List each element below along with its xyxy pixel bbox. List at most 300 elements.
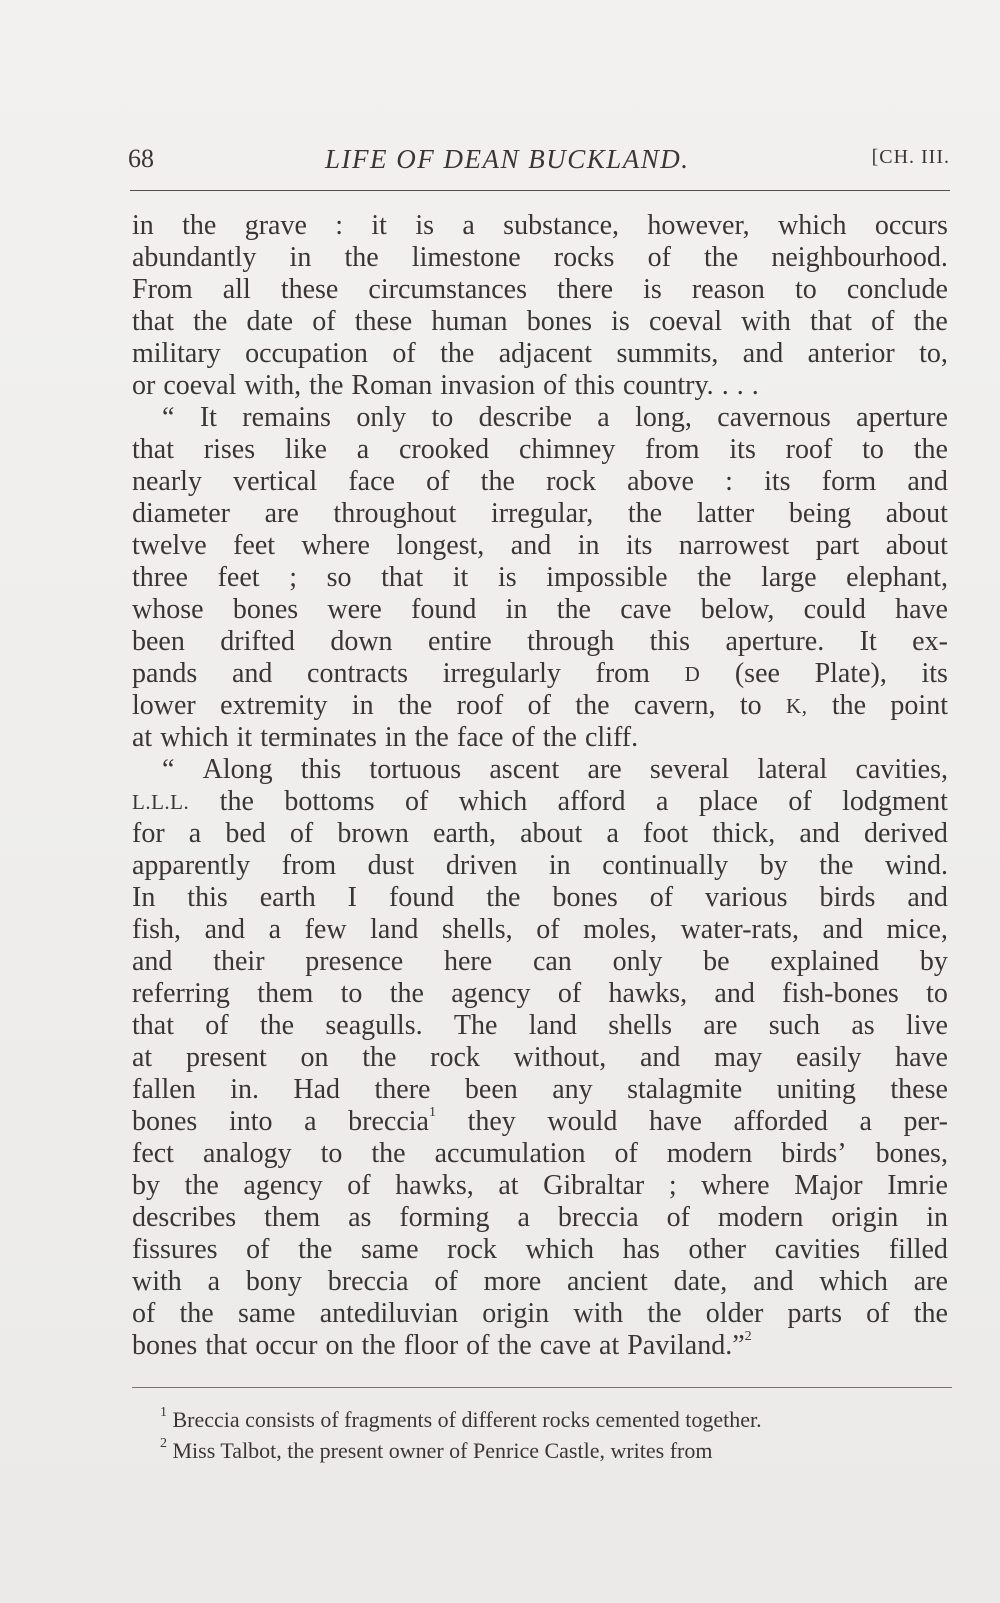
word: with xyxy=(573,1298,624,1329)
word: remains xyxy=(242,402,331,433)
word: easily xyxy=(796,1042,862,1073)
footnote xyxy=(160,1404,950,1435)
word: date, xyxy=(673,1266,728,1297)
word: that xyxy=(132,434,174,465)
body-text xyxy=(132,210,948,1362)
word: to xyxy=(739,690,762,721)
word: feet xyxy=(233,530,276,561)
word: occurs xyxy=(874,210,948,241)
word: military xyxy=(132,338,221,369)
word: tortuous xyxy=(369,754,462,785)
word: lower xyxy=(132,690,196,721)
word: a xyxy=(356,434,370,465)
word: aperture. xyxy=(725,626,825,657)
word: Plate), xyxy=(814,658,887,689)
word: cavernous xyxy=(717,402,831,433)
word: chimney xyxy=(518,434,616,465)
word: above xyxy=(627,466,694,497)
word: them xyxy=(257,978,314,1009)
word: land xyxy=(370,914,419,945)
word: and xyxy=(753,1266,794,1297)
word: limestone xyxy=(411,242,521,273)
word: . xyxy=(736,370,744,401)
word: foot xyxy=(643,818,689,849)
word: twelve xyxy=(132,530,207,561)
word: explained xyxy=(770,946,880,977)
text-line xyxy=(132,338,948,370)
word: a xyxy=(859,1106,872,1137)
word: of xyxy=(543,370,567,401)
word: rock xyxy=(447,1234,497,1265)
word: about xyxy=(885,530,948,561)
word: the xyxy=(575,690,610,721)
word: here xyxy=(443,946,493,977)
word: its xyxy=(764,466,791,497)
word: : xyxy=(725,466,733,497)
word: the xyxy=(697,562,732,593)
word: of xyxy=(557,978,582,1009)
word: analogy xyxy=(202,1138,292,1169)
word: in xyxy=(926,1202,948,1233)
word: stalagmite xyxy=(627,1074,743,1105)
footnotes xyxy=(160,1404,950,1466)
word: irregularly xyxy=(442,658,561,689)
word: of xyxy=(434,1266,458,1297)
word: on xyxy=(300,1042,329,1073)
word: the xyxy=(647,1298,682,1329)
word: thick, xyxy=(712,818,776,849)
footnote-body: Miss Talbot, the present owner of Penrice Castle, writes from xyxy=(172,1438,713,1463)
word: in xyxy=(548,850,571,881)
word: that xyxy=(205,1330,248,1361)
word: breccia xyxy=(557,1202,639,1233)
word: of xyxy=(647,242,671,273)
word: referring xyxy=(132,978,230,1009)
word: of xyxy=(788,786,812,817)
word: circumstances xyxy=(368,274,527,305)
word: throughout xyxy=(333,498,457,529)
word: of xyxy=(347,1170,371,1201)
word: country. xyxy=(622,370,714,401)
word: modern xyxy=(717,1202,804,1233)
word: “ xyxy=(162,402,175,433)
word: cave xyxy=(539,1330,592,1361)
text-line xyxy=(132,466,948,498)
word: coeval xyxy=(163,370,237,401)
word: these xyxy=(890,1074,948,1105)
word: of xyxy=(614,1138,638,1169)
word: into xyxy=(228,1106,273,1137)
text-line xyxy=(132,1106,948,1138)
word: to xyxy=(431,402,454,433)
word: extremity xyxy=(220,690,328,721)
word: the xyxy=(819,850,854,881)
word: has xyxy=(622,1234,660,1265)
word: fallen xyxy=(132,1074,196,1105)
word: have xyxy=(895,594,948,625)
word: or xyxy=(132,370,156,401)
word: three xyxy=(132,562,188,593)
word: a xyxy=(597,402,610,433)
text-line xyxy=(132,658,948,690)
word: about xyxy=(885,498,948,529)
word: seagulls. xyxy=(325,1010,423,1041)
word: birds xyxy=(819,882,876,913)
word: and xyxy=(822,914,863,945)
text-line xyxy=(132,402,948,434)
word: in xyxy=(505,594,528,625)
word: point xyxy=(890,690,948,721)
word: where xyxy=(301,530,370,561)
word: and xyxy=(907,882,948,913)
word: where xyxy=(701,1170,770,1201)
word: (see xyxy=(734,658,780,689)
word: of xyxy=(536,914,560,945)
word: forming xyxy=(399,1202,490,1233)
word: continually xyxy=(602,850,729,881)
word: with xyxy=(741,306,791,337)
word: any xyxy=(552,1074,593,1105)
word: to, xyxy=(919,338,948,369)
word: from xyxy=(281,850,337,881)
text-line xyxy=(132,786,948,818)
word: large xyxy=(761,562,817,593)
word: been xyxy=(464,1074,518,1105)
word: its xyxy=(729,434,756,465)
word: contracts xyxy=(307,658,409,689)
text-line xyxy=(132,850,948,882)
word: ex- xyxy=(912,626,948,657)
word: neighbourhood. xyxy=(771,242,948,273)
word: the xyxy=(497,1330,532,1361)
footnote-mark: 1 xyxy=(160,1405,167,1420)
word: a xyxy=(655,786,669,817)
word: breccia$^1$ xyxy=(348,1105,436,1137)
word: such xyxy=(768,1010,821,1041)
word: the xyxy=(831,690,867,721)
word: and xyxy=(714,978,755,1009)
text-line xyxy=(132,690,948,722)
word: impossible xyxy=(546,562,668,593)
word: they xyxy=(467,1106,516,1137)
word: same xyxy=(237,1298,296,1329)
word: of xyxy=(205,1010,229,1041)
word: and xyxy=(231,658,273,689)
text-line xyxy=(132,530,948,562)
word: it xyxy=(371,210,387,241)
word: breccia xyxy=(327,1266,409,1297)
word: few xyxy=(304,914,347,945)
word: agency xyxy=(451,978,531,1009)
word: dust xyxy=(367,850,415,881)
word: anterior xyxy=(807,338,895,369)
word: terminates xyxy=(260,722,377,753)
word: of xyxy=(649,882,674,913)
word: nearly xyxy=(132,466,202,497)
word: apparently xyxy=(132,850,251,881)
word: however, xyxy=(647,210,750,241)
word: place xyxy=(698,786,758,817)
word: at xyxy=(599,1330,620,1361)
word: of xyxy=(666,1202,690,1233)
word: Paviland.”$^2$ xyxy=(627,1329,752,1361)
word: can xyxy=(532,946,572,977)
word: with xyxy=(132,1266,182,1297)
word: is xyxy=(497,562,517,593)
word: roof xyxy=(785,434,833,465)
word: that xyxy=(132,1010,174,1041)
word: land xyxy=(528,1010,577,1041)
word: various xyxy=(705,882,788,913)
word: and xyxy=(132,946,173,977)
word: presence xyxy=(305,946,404,977)
word: it xyxy=(236,722,253,753)
word: down xyxy=(330,626,393,657)
word: is xyxy=(611,306,630,337)
word: these xyxy=(354,306,413,337)
word: mice, xyxy=(886,914,948,945)
text-line xyxy=(132,498,948,530)
word: coeval xyxy=(648,306,723,337)
word: origin xyxy=(482,1298,550,1329)
word: derived xyxy=(863,818,948,849)
text-line xyxy=(132,1042,948,1074)
word: be xyxy=(703,946,730,977)
word: there xyxy=(557,274,614,305)
footnote-reference: 2 xyxy=(744,1329,752,1344)
word: cave xyxy=(620,594,672,625)
word: From xyxy=(132,274,193,305)
word: them xyxy=(264,1202,321,1233)
word: this xyxy=(649,626,691,657)
word: the xyxy=(361,1330,396,1361)
footnote-reference: 1 xyxy=(428,1105,436,1120)
text-line xyxy=(132,818,948,850)
word: the xyxy=(414,722,449,753)
word: afford xyxy=(557,786,626,817)
word: is xyxy=(643,274,662,305)
word: fish, xyxy=(132,914,181,945)
word: long, xyxy=(635,402,692,433)
word: the xyxy=(371,1138,406,1169)
text-line xyxy=(132,1202,948,1234)
text-line xyxy=(132,306,948,338)
word: this xyxy=(187,882,228,913)
word: the xyxy=(182,210,217,241)
word: occur xyxy=(255,1330,318,1361)
word: grave xyxy=(244,210,307,241)
word: and xyxy=(510,530,552,561)
text-line xyxy=(132,562,948,594)
word: . xyxy=(751,370,759,401)
word: of xyxy=(246,1234,270,1265)
word: I xyxy=(347,882,357,913)
word: rocks xyxy=(553,242,615,273)
word: the xyxy=(309,370,344,401)
word: by xyxy=(759,850,788,881)
word: which xyxy=(778,210,847,241)
word: rock xyxy=(430,1042,480,1073)
word: been xyxy=(132,626,185,657)
word: and xyxy=(907,466,948,497)
footnote-text xyxy=(160,1435,713,1466)
word: the xyxy=(542,722,577,753)
word: describes xyxy=(132,1202,237,1233)
footnote-text xyxy=(160,1404,762,1435)
word: the xyxy=(219,786,254,817)
word: in xyxy=(577,530,600,561)
word: brown xyxy=(337,818,409,849)
word: The xyxy=(453,1010,498,1041)
word: in. xyxy=(230,1074,259,1105)
word: this xyxy=(574,370,615,401)
word: abundantly xyxy=(132,242,257,273)
word: were xyxy=(327,594,382,625)
word: by xyxy=(919,946,948,977)
word: irregular, xyxy=(490,498,594,529)
word: longest, xyxy=(396,530,485,561)
text-line xyxy=(132,1010,948,1042)
word: Roman xyxy=(351,370,433,401)
word: this xyxy=(300,754,342,785)
word: elephant, xyxy=(846,562,948,593)
word: and xyxy=(799,818,840,849)
word: crooked xyxy=(398,434,490,465)
text-line xyxy=(132,882,948,914)
text-line xyxy=(132,626,948,658)
word: more xyxy=(483,1266,542,1297)
word: Had xyxy=(293,1074,341,1105)
word: to xyxy=(320,1138,343,1169)
word: water-rats, xyxy=(680,914,799,945)
word: the xyxy=(440,338,475,369)
word: the xyxy=(362,1042,397,1073)
word: the xyxy=(913,1298,948,1329)
word: face xyxy=(348,466,395,497)
word: moles, xyxy=(583,914,658,945)
word: only xyxy=(612,946,663,977)
word: of xyxy=(527,690,551,721)
word: It xyxy=(859,626,877,657)
word: . xyxy=(721,370,729,401)
text-line xyxy=(132,1234,948,1266)
footnote-mark: 2 xyxy=(160,1436,167,1451)
word: these xyxy=(280,274,339,305)
chapter-reference: [CH. III. xyxy=(871,146,950,168)
text-line xyxy=(132,242,948,274)
word: bones xyxy=(132,1106,198,1137)
word: ascent xyxy=(489,754,560,785)
word: fissures xyxy=(132,1234,218,1265)
word: the xyxy=(259,1010,295,1041)
word: it xyxy=(452,562,469,593)
word: the xyxy=(704,242,739,273)
word: in xyxy=(289,242,312,273)
text-line xyxy=(132,1074,948,1106)
word: is xyxy=(415,210,435,241)
word: which xyxy=(160,722,229,753)
word: and xyxy=(742,338,784,369)
word: drifted xyxy=(220,626,295,657)
word: being xyxy=(788,498,852,529)
word: below, xyxy=(700,594,775,625)
word: shells xyxy=(608,1010,672,1041)
word: adjacent xyxy=(498,338,593,369)
word: a xyxy=(606,818,619,849)
word: the xyxy=(627,498,663,529)
word: feet xyxy=(217,562,260,593)
word: driven xyxy=(445,850,518,881)
word: wind. xyxy=(884,850,948,881)
word: a xyxy=(207,1266,221,1297)
word: which xyxy=(819,1266,888,1297)
word: the xyxy=(344,242,379,273)
word: a xyxy=(462,210,475,241)
word: same xyxy=(360,1234,419,1265)
word: of xyxy=(871,306,895,337)
word: from xyxy=(645,434,700,465)
word: present xyxy=(185,1042,267,1073)
word: as xyxy=(851,1010,875,1041)
word: found xyxy=(411,594,477,625)
word: have xyxy=(649,1106,702,1137)
text-line xyxy=(132,1138,948,1170)
word: ; xyxy=(289,562,297,593)
word: bony xyxy=(245,1266,302,1297)
word: invasion xyxy=(440,370,536,401)
word: describe xyxy=(478,402,572,433)
word: the xyxy=(298,1234,333,1265)
word: conclude xyxy=(846,274,948,305)
word: a xyxy=(268,914,281,945)
word: per- xyxy=(903,1106,948,1137)
word: In xyxy=(132,882,156,913)
word: narrowest xyxy=(678,530,790,561)
word: occupation xyxy=(245,338,368,369)
word: that xyxy=(132,306,174,337)
word: the xyxy=(486,882,521,913)
word: without, xyxy=(513,1042,607,1073)
word: It xyxy=(199,402,217,433)
text-line xyxy=(132,1266,948,1298)
word: other xyxy=(688,1234,747,1265)
word: pands xyxy=(132,658,198,689)
word: as xyxy=(348,1202,372,1233)
word: cavern, xyxy=(633,690,716,721)
word: fish-bones xyxy=(782,978,899,1009)
word: older xyxy=(705,1298,764,1329)
word: origin xyxy=(831,1202,899,1233)
word: cavities xyxy=(774,1234,861,1265)
text-line xyxy=(132,210,948,242)
text-line xyxy=(132,722,948,754)
word: to xyxy=(862,434,884,465)
word: Gibraltar xyxy=(543,1170,645,1201)
word: vertical xyxy=(233,466,318,497)
word: summits, xyxy=(616,338,719,369)
word: through xyxy=(527,626,615,657)
running-title: LIFE OF DEAN BUCKLAND. xyxy=(325,144,690,174)
word: hawks, xyxy=(395,1170,474,1201)
word: latter xyxy=(696,498,755,529)
word: human xyxy=(431,306,508,337)
word: form xyxy=(821,466,877,497)
word: lateral xyxy=(757,754,828,785)
word: bottoms xyxy=(284,786,375,817)
footnote-rule xyxy=(132,1387,952,1388)
word: entire xyxy=(427,626,492,657)
word: rock xyxy=(546,466,596,497)
